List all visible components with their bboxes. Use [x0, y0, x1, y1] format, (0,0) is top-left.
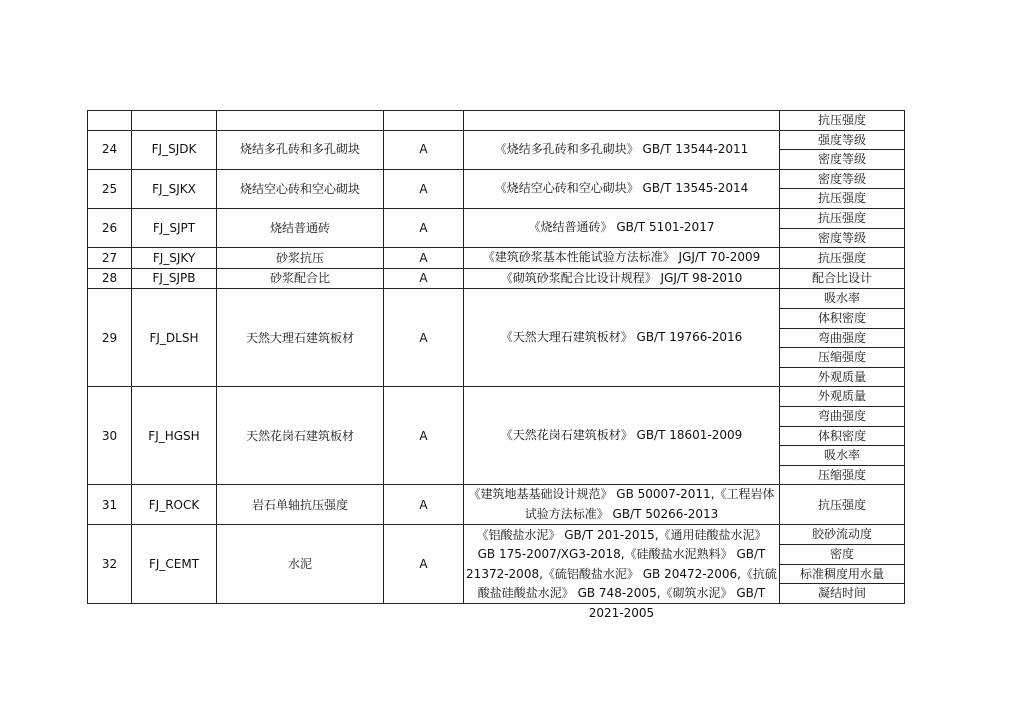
param-cell: 凝结时间 [780, 584, 905, 604]
name-cell: 烧结多孔砖和多孔砌块 [217, 130, 384, 169]
standard-cell: 《烧结多孔砖和多孔砌块》 GB/T 13544-2011 [464, 130, 780, 169]
code-cell: FJ_CEMT [132, 525, 217, 603]
name-cell: 烧结普通砖 [217, 208, 384, 247]
param-cell: 体积密度 [780, 426, 905, 446]
grade-cell [384, 111, 464, 131]
code-cell: FJ_SJDK [132, 130, 217, 169]
no-cell [88, 111, 132, 131]
table-row [88, 248, 905, 269]
code-cell: FJ_SJPB [132, 268, 217, 289]
table-row [88, 268, 905, 289]
no-cell: 30 [88, 387, 132, 485]
table-row [88, 208, 905, 228]
param-cell: 密度等级 [780, 150, 905, 170]
standard-cell [464, 111, 780, 131]
no-cell: 28 [88, 268, 132, 289]
param-cell: 配合比设计 [780, 268, 905, 289]
grade-cell: A [384, 268, 464, 289]
standard-text: 《铝酸盐水泥》 GB/T 201-2015,《通用硅酸盐水泥》 GB 175-2007/XG3-2018,《硅酸盐水泥熟料》 GB/T 21372-2008,《硫铝酸盐水泥》 GB 20472-2006,《抗硫酸盐硅酸盐水泥》 GB 748-2005,《砌筑水泥》 GB/T 2021-2005 [466, 527, 777, 621]
param-cell: 外观质量 [780, 367, 905, 387]
standards-table [87, 110, 905, 621]
grade-cell: A [384, 387, 464, 485]
table-body [88, 111, 905, 621]
code-cell: FJ_SJKX [132, 169, 217, 208]
no-cell: 27 [88, 248, 132, 269]
param-cell: 体积密度 [780, 308, 905, 328]
table-row [88, 387, 905, 407]
grade-cell: A [384, 208, 464, 247]
name-cell: 砂浆抗压 [217, 248, 384, 269]
param-cell: 标准稠度用水量 [780, 564, 905, 584]
no-cell: 24 [88, 130, 132, 169]
table-row [88, 485, 905, 525]
param-cell: 抗压强度 [780, 111, 905, 131]
param-cell: 密度 [780, 545, 905, 565]
param-cell: 压缩强度 [780, 348, 905, 368]
param-cell: 抗压强度 [780, 248, 905, 269]
grade-cell: A [384, 248, 464, 269]
name-cell [217, 111, 384, 131]
name-cell: 烧结空心砖和空心砌块 [217, 169, 384, 208]
param-cell: 胶砂流动度 [780, 525, 905, 545]
standard-cell: 《天然大理石建筑板材》 GB/T 19766-2016 [464, 289, 780, 387]
code-cell [132, 111, 217, 131]
standard-cell: 《天然花岗石建筑板材》 GB/T 18601-2009 [464, 387, 780, 485]
param-cell: 外观质量 [780, 387, 905, 407]
table-row [88, 111, 905, 131]
standard-cell [464, 525, 780, 621]
name-cell: 水泥 [217, 525, 384, 603]
param-cell: 压缩强度 [780, 465, 905, 485]
name-cell: 天然大理石建筑板材 [217, 289, 384, 387]
no-cell: 26 [88, 208, 132, 247]
param-cell: 吸水率 [780, 446, 905, 466]
grade-cell: A [384, 169, 464, 208]
name-cell: 砂浆配合比 [217, 268, 384, 289]
name-cell: 岩石单轴抗压强度 [217, 485, 384, 525]
grade-cell: A [384, 525, 464, 603]
param-cell: 密度等级 [780, 169, 905, 189]
no-cell: 29 [88, 289, 132, 387]
param-cell: 抗压强度 [780, 485, 905, 525]
standard-cell: 《烧结空心砖和空心砌块》 GB/T 13545-2014 [464, 169, 780, 208]
param-cell: 弯曲强度 [780, 406, 905, 426]
param-cell: 抗压强度 [780, 189, 905, 209]
standard-cell: 《建筑地基基础设计规范》 GB 50007-2011,《工程岩体试验方法标准》 GB/T 50266-2013 [464, 485, 780, 525]
param-cell: 密度等级 [780, 228, 905, 248]
grade-cell: A [384, 289, 464, 387]
no-cell: 32 [88, 525, 132, 603]
grade-cell: A [384, 130, 464, 169]
param-cell: 吸水率 [780, 289, 905, 309]
grade-cell: A [384, 485, 464, 525]
code-cell: FJ_SJKY [132, 248, 217, 269]
param-cell: 强度等级 [780, 130, 905, 150]
table-row [88, 130, 905, 150]
standard-cell: 《烧结普通砖》 GB/T 5101-2017 [464, 208, 780, 247]
no-cell: 31 [88, 485, 132, 525]
param-cell: 抗压强度 [780, 208, 905, 228]
code-cell: FJ_DLSH [132, 289, 217, 387]
table-row [88, 169, 905, 189]
table-row [88, 525, 905, 545]
table-row [88, 289, 905, 309]
param-cell: 弯曲强度 [780, 328, 905, 348]
standard-cell: 《砌筑砂浆配合比设计规程》 JGJ/T 98-2010 [464, 268, 780, 289]
code-cell: FJ_ROCK [132, 485, 217, 525]
code-cell: FJ_HGSH [132, 387, 217, 485]
standard-cell: 《建筑砂浆基本性能试验方法标准》 JGJ/T 70-2009 [464, 248, 780, 269]
code-cell: FJ_SJPT [132, 208, 217, 247]
name-cell: 天然花岗石建筑板材 [217, 387, 384, 485]
no-cell: 25 [88, 169, 132, 208]
